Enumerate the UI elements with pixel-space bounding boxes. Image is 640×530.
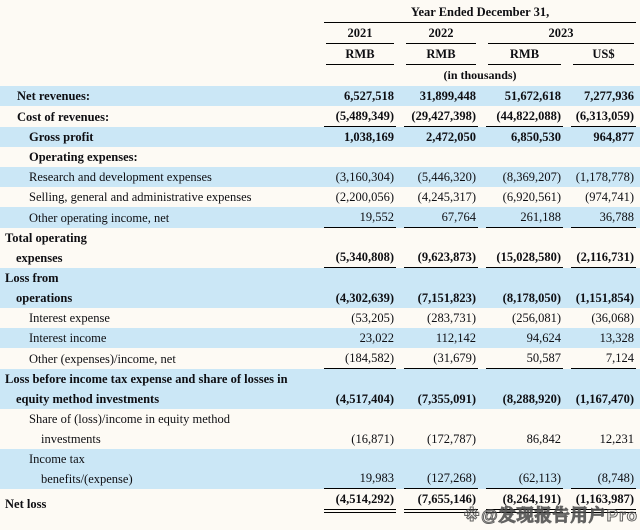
row-value: 6,850,530	[511, 130, 561, 144]
row-label	[0, 369, 320, 409]
row-label-line: Interest income	[29, 331, 107, 345]
header-currency-usd-2023: US$	[573, 44, 634, 65]
row-value: 1,038,169	[344, 130, 394, 144]
row-value: (5,446,320)	[417, 170, 476, 184]
table-row	[0, 167, 640, 187]
row-value: 31,899,448	[419, 89, 476, 103]
row-label-line: benefits/(expense)	[41, 472, 133, 486]
row-value: (283,731)	[427, 311, 476, 325]
table-row	[0, 207, 640, 228]
row-value: 112,142	[435, 331, 476, 345]
header-currency-row	[0, 44, 640, 65]
row-label	[0, 348, 320, 369]
row-label	[0, 328, 320, 348]
table-row	[0, 147, 640, 167]
row-value: (6,920,561)	[502, 190, 561, 204]
header-unit-row	[0, 65, 640, 86]
row-value: (7,655,146)	[400, 489, 482, 514]
row-value: (15,028,580)	[482, 228, 567, 268]
row-label-line: Loss before income tax expense and share of losses in	[5, 372, 288, 386]
row-value: (31,679)	[400, 348, 482, 369]
row-value: (4,302,639)	[335, 291, 394, 305]
row-label	[0, 489, 320, 514]
table-row	[0, 86, 640, 106]
row-label-line: Research and development expenses	[29, 170, 212, 184]
row-value: (2,200,056)	[335, 190, 394, 204]
header-period-row	[0, 2, 640, 23]
row-label	[0, 147, 320, 167]
row-value: (7,151,823)	[417, 291, 476, 305]
row-value: (1,178,778)	[575, 170, 635, 184]
row-label-line: expenses	[16, 251, 63, 265]
row-value: (8,288,920)	[502, 392, 561, 406]
row-label-line: Selling, general and administrative expenses	[29, 190, 252, 204]
income-statement-table	[0, 2, 640, 514]
table-row	[0, 106, 640, 127]
row-label-line: Other (expenses)/income, net	[29, 352, 176, 366]
row-value	[567, 147, 640, 167]
row-value	[320, 147, 400, 167]
header-unit-note: (in thousands)	[443, 68, 517, 82]
table-row	[0, 489, 640, 514]
row-label-line: Operating expenses:	[29, 150, 138, 164]
row-value: 13,328	[599, 331, 635, 345]
header-period-title: Year Ended December 31,	[324, 2, 636, 23]
row-value: (16,871)	[351, 432, 394, 446]
row-label	[0, 127, 320, 147]
row-value: (62,113)	[482, 449, 567, 489]
row-value: (127,268)	[400, 449, 482, 489]
row-value: 94,624	[526, 331, 561, 345]
header-currency-rmb-2023: RMB	[488, 44, 561, 65]
table-row	[0, 449, 640, 489]
row-label	[0, 187, 320, 207]
row-value: 19,552	[320, 207, 400, 228]
row-value: (1,163,987)	[567, 489, 640, 514]
row-value: (4,514,292)	[320, 489, 400, 514]
table-row	[0, 268, 640, 308]
row-label-line: Income tax	[29, 452, 85, 466]
row-value: (172,787)	[427, 432, 476, 446]
table-row	[0, 308, 640, 328]
row-label	[0, 268, 320, 308]
row-label	[0, 308, 320, 328]
row-label	[0, 409, 320, 449]
row-label-line: Net revenues:	[17, 89, 91, 103]
row-value	[482, 147, 567, 167]
row-value: (3,160,304)	[335, 170, 394, 184]
row-label-line: equity method investments	[16, 392, 160, 406]
row-label-line: Share of (loss)/income in equity method	[29, 412, 231, 426]
row-label-line: Other operating income, net	[29, 211, 170, 225]
row-value: (8,748)	[567, 449, 640, 489]
row-value: (9,623,873)	[400, 228, 482, 268]
row-label-line: operations	[16, 291, 73, 305]
table-row	[0, 187, 640, 207]
table-row	[0, 228, 640, 268]
table-row	[0, 127, 640, 147]
table-row	[0, 369, 640, 409]
row-value: 23,022	[359, 331, 394, 345]
row-value: (4,245,317)	[417, 190, 476, 204]
row-label-line: Loss from	[5, 271, 59, 285]
header-years-row	[0, 23, 640, 44]
row-label-line: Net loss	[5, 497, 47, 511]
row-value: (5,340,808)	[320, 228, 400, 268]
table-row	[0, 348, 640, 369]
row-value: (8,264,191)	[482, 489, 567, 514]
row-value: 50,587	[482, 348, 567, 369]
header-currency-rmb-2022: RMB	[406, 44, 476, 65]
row-label-line: Gross profit	[29, 130, 94, 144]
row-value: (8,369,207)	[502, 170, 561, 184]
row-value: (36,068)	[591, 311, 635, 325]
row-value: 19,983	[320, 449, 400, 489]
row-value: (7,355,091)	[417, 392, 476, 406]
row-value	[400, 147, 482, 167]
row-label	[0, 106, 320, 127]
row-value: 67,764	[400, 207, 482, 228]
row-value: (5,489,349)	[320, 106, 400, 127]
row-label	[0, 228, 320, 268]
row-value: (2,116,731)	[567, 228, 640, 268]
row-label-line: Total operating	[5, 231, 87, 245]
row-value: 2,472,050	[426, 130, 476, 144]
row-value: (4,517,404)	[335, 392, 394, 406]
row-value: (8,178,050)	[502, 291, 561, 305]
row-label	[0, 449, 320, 489]
row-value: 6,527,518	[344, 89, 394, 103]
header-year-2022: 2022	[406, 23, 476, 44]
row-label	[0, 86, 320, 106]
row-value: 36,788	[567, 207, 640, 228]
table-row	[0, 409, 640, 449]
row-value: 51,672,618	[504, 89, 561, 103]
table-row	[0, 328, 640, 348]
row-value: (44,822,088)	[482, 106, 567, 127]
row-value: 964,877	[593, 130, 635, 144]
row-value: 261,188	[482, 207, 567, 228]
row-value: (1,167,470)	[575, 392, 635, 406]
row-value: (974,741)	[585, 190, 635, 204]
row-label-line: Interest expense	[29, 311, 110, 325]
header-year-2023: 2023	[488, 23, 634, 44]
row-value: (6,313,059)	[567, 106, 640, 127]
row-label	[0, 167, 320, 187]
row-value: (53,205)	[351, 311, 394, 325]
row-value: (184,582)	[320, 348, 400, 369]
row-value: 86,842	[526, 432, 561, 446]
row-value: (1,151,854)	[575, 291, 635, 305]
row-label-line: investments	[41, 432, 101, 446]
header-currency-rmb-2021: RMB	[326, 44, 394, 65]
row-value: 7,124	[567, 348, 640, 369]
row-value: (29,427,398)	[400, 106, 482, 127]
watermark: ※@发现报告用户Pro	[463, 506, 638, 525]
row-value: (256,081)	[512, 311, 561, 325]
row-label	[0, 207, 320, 228]
header-year-2021: 2021	[326, 23, 394, 44]
row-value: 12,231	[599, 432, 635, 446]
row-value: 7,277,936	[584, 89, 635, 103]
row-label-line: Cost of revenues:	[17, 110, 110, 124]
